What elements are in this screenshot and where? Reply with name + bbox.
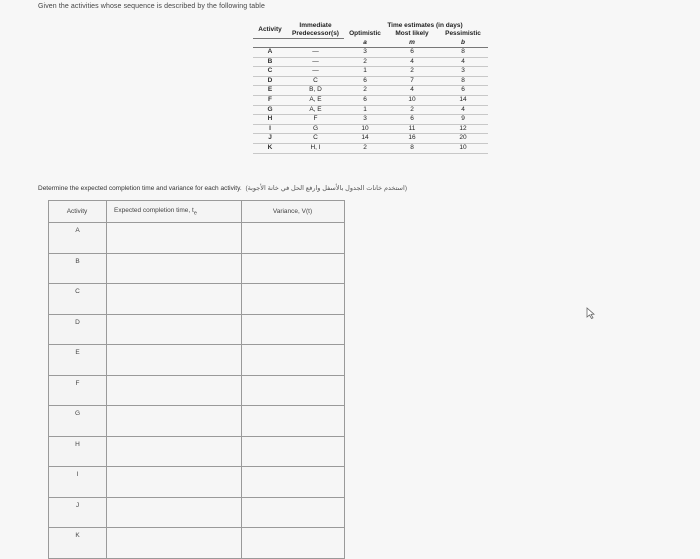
variance-cell[interactable] bbox=[242, 528, 345, 559]
symbol-a: a bbox=[344, 39, 386, 48]
expected-time-cell[interactable] bbox=[107, 314, 242, 345]
table-row: J C 14 16 20 bbox=[253, 134, 488, 144]
variance-cell[interactable] bbox=[242, 253, 345, 284]
answer-activity-label: J bbox=[49, 497, 107, 528]
expected-time-cell[interactable] bbox=[107, 528, 242, 559]
expected-time-cell[interactable] bbox=[107, 223, 242, 254]
symbol-m: m bbox=[386, 39, 438, 48]
answer-row bbox=[49, 253, 345, 284]
expected-time-cell[interactable] bbox=[107, 345, 242, 376]
header-most-likely: Most likely bbox=[395, 30, 429, 38]
answer-activity-label: B bbox=[49, 253, 107, 284]
answer-header-expected: Expected completion time, $t_e$ bbox=[107, 201, 242, 223]
answer-activity-label: H bbox=[49, 436, 107, 467]
answer-table bbox=[48, 200, 345, 559]
expected-time-cell[interactable] bbox=[107, 467, 242, 498]
header-time-estimates: Time estimates (in days) bbox=[387, 22, 463, 30]
variance-cell[interactable] bbox=[242, 406, 345, 437]
table-row: E B, D 2 4 6 bbox=[253, 86, 488, 96]
symbol-b: b bbox=[438, 39, 488, 48]
answer-header-activity: Activity bbox=[49, 201, 107, 223]
answer-activity-label: I bbox=[49, 467, 107, 498]
variance-cell[interactable] bbox=[242, 375, 345, 406]
answer-activity-label: G bbox=[49, 406, 107, 437]
answer-activity-label: K bbox=[49, 528, 107, 559]
answer-activity-label: F bbox=[49, 375, 107, 406]
question-text: Given the activities whose sequence is described by the following table bbox=[38, 3, 265, 10]
answer-activity-label: E bbox=[49, 345, 107, 376]
table-row: F A, E 6 10 14 bbox=[253, 95, 488, 105]
table-row: A — 3 6 8 bbox=[253, 48, 488, 58]
answer-header-variance: Variance, V(t) bbox=[242, 201, 345, 223]
header-activity: Activity bbox=[253, 22, 287, 39]
header-pessimistic: Pessimistic bbox=[445, 30, 481, 38]
table-row: D C 6 7 8 bbox=[253, 76, 488, 86]
variance-cell[interactable] bbox=[242, 467, 345, 498]
header-optimistic: Optimistic bbox=[349, 30, 381, 38]
variance-cell[interactable] bbox=[242, 436, 345, 467]
variance-cell[interactable] bbox=[242, 345, 345, 376]
answer-row bbox=[49, 223, 345, 254]
variance-cell[interactable] bbox=[242, 314, 345, 345]
table-row: C — 1 2 3 bbox=[253, 67, 488, 77]
mouse-pointer-icon bbox=[585, 307, 597, 319]
answer-activity-label: A bbox=[49, 223, 107, 254]
expected-time-cell[interactable] bbox=[107, 253, 242, 284]
answer-row bbox=[49, 406, 345, 437]
instruction-arabic: (استخدم خانات الجدول بالأسفل وارفع الحل في خانة الأجوبة) bbox=[245, 185, 407, 192]
answer-row bbox=[49, 314, 345, 345]
variance-cell[interactable] bbox=[242, 223, 345, 254]
answer-row bbox=[49, 436, 345, 467]
table-row: I G 10 11 12 bbox=[253, 124, 488, 134]
answer-row bbox=[49, 528, 345, 559]
instruction-text bbox=[38, 184, 407, 192]
expected-time-cell[interactable] bbox=[107, 375, 242, 406]
instruction-english: Determine the expected completion time and variance for each activity. bbox=[38, 185, 242, 192]
table-row: K H, I 2 8 10 bbox=[253, 143, 488, 153]
table-row: B — 2 4 4 bbox=[253, 57, 488, 67]
answer-activity-label: D bbox=[49, 314, 107, 345]
expected-time-cell[interactable] bbox=[107, 497, 242, 528]
table-row: H F 3 6 9 bbox=[253, 115, 488, 125]
expected-time-cell[interactable] bbox=[107, 436, 242, 467]
expected-time-cell[interactable] bbox=[107, 406, 242, 437]
header-predecessors: Immediate Predecessor(s) bbox=[287, 22, 344, 39]
variance-cell[interactable] bbox=[242, 497, 345, 528]
expected-time-cell[interactable] bbox=[107, 284, 242, 315]
answer-row bbox=[49, 375, 345, 406]
table-row: G A, E 1 2 4 bbox=[253, 105, 488, 115]
answer-row bbox=[49, 345, 345, 376]
answer-row bbox=[49, 497, 345, 528]
answer-row bbox=[49, 467, 345, 498]
answer-row bbox=[49, 284, 345, 315]
variance-cell[interactable] bbox=[242, 284, 345, 315]
activity-data-table bbox=[253, 22, 488, 154]
answer-activity-label: C bbox=[49, 284, 107, 315]
